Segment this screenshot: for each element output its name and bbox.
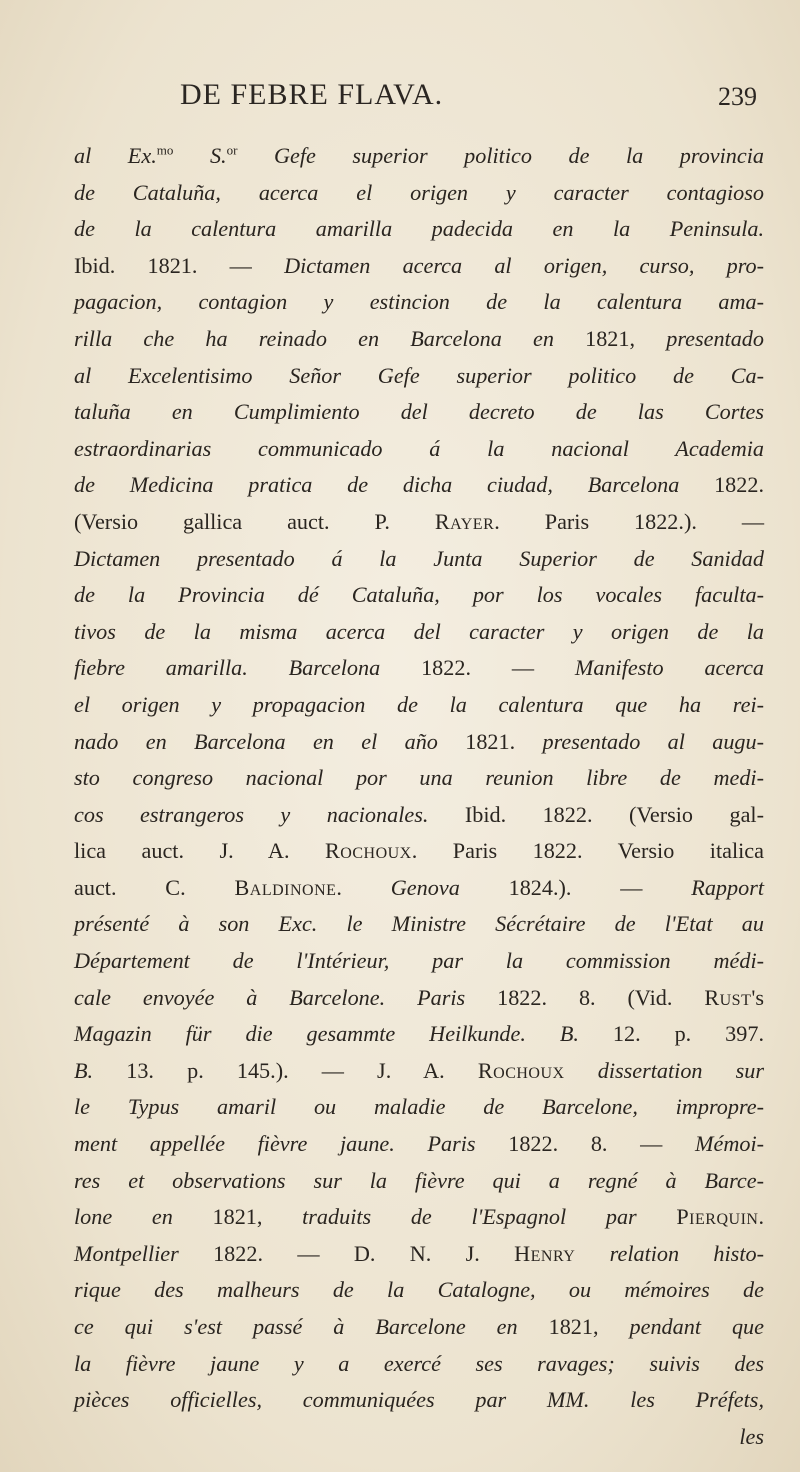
text-segment: .: [758, 1204, 764, 1230]
text-segment: 1822. — D. N. J.: [213, 1240, 515, 1266]
text-segment: el origen y propagacion de la calentura que ha rei-: [74, 691, 764, 717]
text-segment: le Typus amaril ou maladie de Barcelone, impropre-: [74, 1094, 764, 1120]
text-segment: taluña en Cumplimiento del decreto de las Cortes: [74, 399, 764, 425]
text-segment: Département de l'Intérieur, par la commission médi-: [74, 948, 764, 974]
text-segment: dissertation sur: [564, 1057, 764, 1083]
text-line: [74, 358, 764, 395]
text-line: [74, 431, 764, 468]
text-segment: pagacion, contagion y estincion de la calentura ama-: [74, 289, 764, 315]
text-line: [74, 467, 764, 504]
text-segment: 1822. —: [421, 655, 575, 681]
text-segment: fiebre amarilla. Barcelona: [74, 655, 422, 681]
text-segment: présenté à son Exc. le Ministre Sécrétaire de l'Etat au: [74, 911, 764, 937]
text-line: [74, 1126, 764, 1163]
text-line: [74, 577, 764, 614]
text-segment: sto congreso nacional por una reunion libre de medi-: [74, 765, 764, 791]
text-segment: lica auct. J. A.: [74, 838, 325, 864]
text-segment: Rochoux: [324, 838, 412, 864]
text-segment: ment appellée fièvre jaune. Paris: [74, 1131, 509, 1157]
text-segment: B.: [74, 1057, 127, 1083]
running-title: DE FEBRE FLAVA.: [180, 78, 444, 111]
text-segment: Baldinone: [234, 874, 337, 900]
page-number: 239: [718, 82, 757, 111]
text-line: [74, 175, 764, 212]
text-line: [74, 906, 764, 943]
text-segment: Manifesto acerca: [574, 655, 765, 681]
text-line: [74, 1089, 764, 1126]
text-segment: .: [336, 874, 391, 900]
page-header: [0, 78, 800, 118]
body-text: [74, 138, 764, 1455]
text-segment: 12. p. 397.: [612, 1021, 764, 1047]
text-segment: rique des malheurs de la Catalogne, ou mémoires de: [74, 1277, 764, 1303]
text-segment: Rayer: [434, 508, 495, 534]
text-line: [74, 138, 764, 175]
text-segment: Ibid. 1821. —: [74, 252, 285, 278]
text-line: [74, 724, 764, 761]
text-segment: presentado: [666, 325, 764, 351]
text-segment: Magazin für die gesammte Heilkunde. B.: [74, 1021, 613, 1047]
text-line: [74, 1199, 764, 1236]
text-segment: Montpellier: [74, 1240, 214, 1266]
text-line: [74, 1163, 764, 1200]
text-segment: . Paris 1822. Versio italica: [411, 838, 764, 864]
text-segment: 1822. 8. —: [508, 1131, 695, 1157]
text-segment: S.: [173, 143, 227, 168]
text-segment: Henry: [514, 1240, 576, 1266]
text-segment: presentado al augu-: [542, 728, 765, 754]
text-segment: auct. C.: [74, 874, 235, 900]
text-segment: 1822.: [714, 472, 764, 498]
text-segment: 1822. 8. (Vid.: [497, 984, 705, 1010]
text-segment: de Medicina pratica de dicha ciudad, Barcelona: [74, 472, 715, 498]
text-line: [74, 1309, 764, 1346]
text-segment: nado en Barcelona en el año: [74, 728, 466, 754]
text-segment: res et observations sur la fièvre qui a regné à Barce-: [74, 1167, 764, 1193]
text-line: [74, 211, 764, 248]
text-line: [74, 870, 764, 907]
text-line: [74, 797, 764, 834]
text-line: [74, 1382, 764, 1419]
text-segment: . Paris 1822.). —: [494, 508, 765, 534]
text-segment: de Cataluña, acerca el origen y caracter contagioso: [74, 179, 764, 205]
text-segment: mo: [156, 142, 174, 158]
text-segment: al Excelentisimo Señor Gefe superior politico de Ca-: [74, 362, 764, 388]
text-segment: cos estrangeros y nacionales.: [74, 801, 465, 827]
text-segment: Rochoux: [477, 1057, 565, 1083]
text-segment: 1821,: [548, 1314, 630, 1339]
text-segment: 1821.: [465, 728, 543, 754]
text-segment: rilla che ha reinado en Barcelona en: [74, 325, 586, 351]
text-segment: Genova: [390, 874, 509, 900]
text-segment: les: [739, 1423, 764, 1449]
text-segment: or: [226, 142, 238, 158]
text-line: [74, 1419, 764, 1456]
text-line: [74, 1016, 764, 1053]
text-segment: Pierquin: [676, 1204, 759, 1230]
text-segment: al Ex.: [74, 143, 157, 168]
text-segment: traduits de l'Espagnol par: [302, 1204, 677, 1230]
text-segment: Dictamen acerca al origen, curso, pro-: [284, 252, 764, 278]
text-segment: 1824.). —: [508, 874, 692, 900]
text-line: [74, 1053, 764, 1090]
text-line: [74, 1272, 764, 1309]
text-line: [74, 248, 764, 285]
text-segment: (Versio gallica auct. P.: [74, 508, 435, 534]
text-segment: 13. p. 145.). — J. A.: [126, 1057, 478, 1083]
text-segment: de la Provincia dé Cataluña, por los vocales faculta-: [74, 582, 764, 608]
text-line: [74, 943, 764, 980]
text-segment: 's: [751, 984, 764, 1010]
text-line: [74, 687, 764, 724]
text-segment: Dictamen presentado á la Junta Superior de Sanidad: [74, 545, 764, 571]
text-segment: 1821,: [585, 325, 667, 351]
text-line: [74, 833, 764, 870]
text-segment: ce qui s'est passé à Barcelone en: [74, 1314, 549, 1339]
text-segment: Rapport: [691, 874, 764, 900]
text-segment: tivos de la misma acerca del caracter y origen de la: [74, 618, 764, 644]
text-line: [74, 614, 764, 651]
text-line: [74, 650, 764, 687]
text-segment: lone en: [74, 1204, 213, 1230]
text-segment: de la calentura amarilla padecida en la Peninsula.: [74, 216, 764, 242]
text-segment: Gefe superior politico de la provincia: [237, 143, 765, 168]
text-segment: Rust: [704, 984, 752, 1010]
text-line: [74, 284, 764, 321]
text-segment: Ibid. 1822. (Versio gal-: [464, 801, 764, 827]
text-segment: Mémoi-: [695, 1131, 765, 1157]
text-line: [74, 980, 764, 1017]
text-line: [74, 321, 764, 358]
text-line: [74, 394, 764, 431]
text-line: [74, 504, 764, 541]
text-line: [74, 541, 764, 578]
text-segment: la fièvre jaune y a exercé ses ravages; suivis des: [74, 1350, 764, 1376]
text-line: [74, 1236, 764, 1273]
text-segment: pendant que: [629, 1314, 764, 1339]
text-line: [74, 760, 764, 797]
text-segment: pièces officielles, communiquées par MM. les Préfets,: [74, 1387, 764, 1413]
text-segment: cale envoyée à Barcelone. Paris: [74, 984, 498, 1010]
text-segment: 1821,: [212, 1204, 303, 1230]
text-segment: relation histo-: [575, 1240, 764, 1266]
text-segment: estraordinarias communicado á la nacional Academia: [74, 435, 764, 461]
text-line: [74, 1346, 764, 1383]
